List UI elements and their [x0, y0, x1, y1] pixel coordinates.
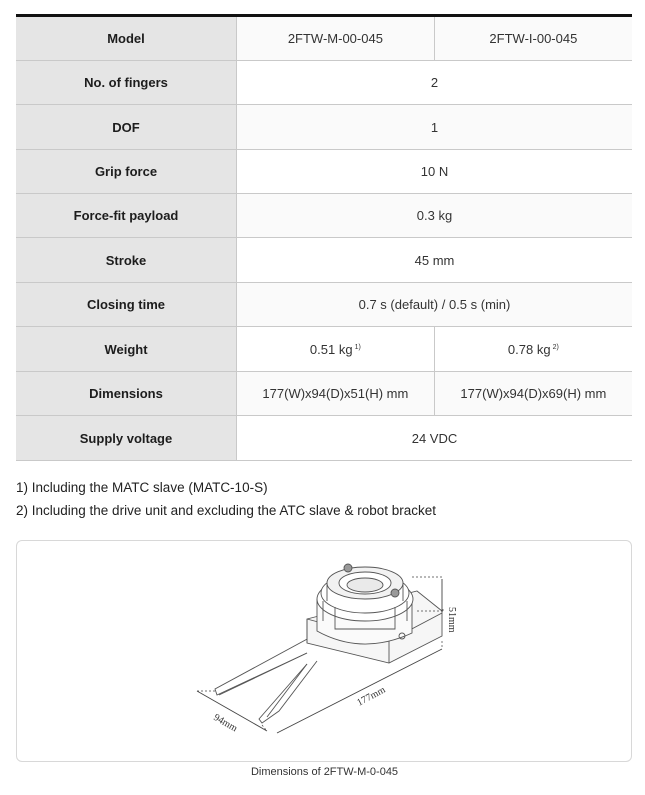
table-row	[16, 283, 632, 327]
table-row-weight	[16, 327, 632, 372]
weight-m-cell: 0.51 kg $^{1)}$	[237, 327, 435, 372]
table-row-dimensions	[16, 372, 632, 416]
footnote-marker: 2)	[552, 343, 559, 351]
row-label: No. of fingers	[16, 61, 237, 105]
row-label: DOF	[16, 105, 237, 150]
model-m-cell: 2FTW-M-00-045	[237, 16, 435, 61]
height-dimension-label: 51mm	[446, 607, 457, 633]
figure-caption: Dimensions of 2FTW-M-0-045	[250, 766, 399, 778]
spec-table	[16, 14, 632, 461]
dimensions-i-cell: 177(W)x94(D)x69(H) mm	[434, 372, 632, 416]
row-value: 45 mm	[237, 238, 633, 283]
dimension-figure	[16, 540, 632, 762]
footnotes	[16, 476, 436, 522]
row-label: Force-fit payload	[16, 194, 237, 238]
model-i-cell: 2FTW-I-00-045	[434, 16, 632, 61]
table-row	[16, 150, 632, 194]
row-value: 0.7 s (default) / 0.5 s (min)	[237, 283, 633, 327]
row-value: 24 VDC	[237, 416, 633, 461]
width-dimension-label: 177mm	[355, 684, 388, 709]
row-value: 2	[237, 61, 633, 105]
footnote-marker: 1)	[354, 343, 361, 351]
row-value: 10 N	[237, 150, 633, 194]
table-row-supply	[16, 416, 632, 461]
footnote-1: 1) Including the MATC slave (MATC-10-S)	[16, 480, 268, 495]
row-label: Weight	[16, 327, 237, 372]
row-label: Model	[16, 16, 237, 61]
weight-i-cell: 0.78 kg $^{2)}$	[434, 327, 632, 372]
row-label: Grip force	[16, 150, 237, 194]
row-label: Closing time	[16, 283, 237, 327]
finger-right	[259, 661, 317, 723]
table-row-model	[16, 16, 632, 61]
row-label: Supply voltage	[16, 416, 237, 461]
row-value: 0.3 kg	[237, 194, 633, 238]
row-label: Stroke	[16, 238, 237, 283]
footnote-2: 2) Including the drive unit and excluding the ATC slave & robot bracket	[16, 503, 436, 518]
table-row	[16, 238, 632, 283]
row-label: Dimensions	[16, 372, 237, 416]
table-row	[16, 194, 632, 238]
gripper-drawing	[17, 541, 631, 761]
depth-dimension-label: 94mm	[211, 712, 240, 735]
table-row	[16, 105, 632, 150]
row-value: 1	[237, 105, 633, 150]
finger-left	[215, 631, 322, 695]
dimensions-m-cell: 177(W)x94(D)x51(H) mm	[237, 372, 435, 416]
table-row	[16, 61, 632, 105]
width-dimension-line	[277, 649, 442, 733]
